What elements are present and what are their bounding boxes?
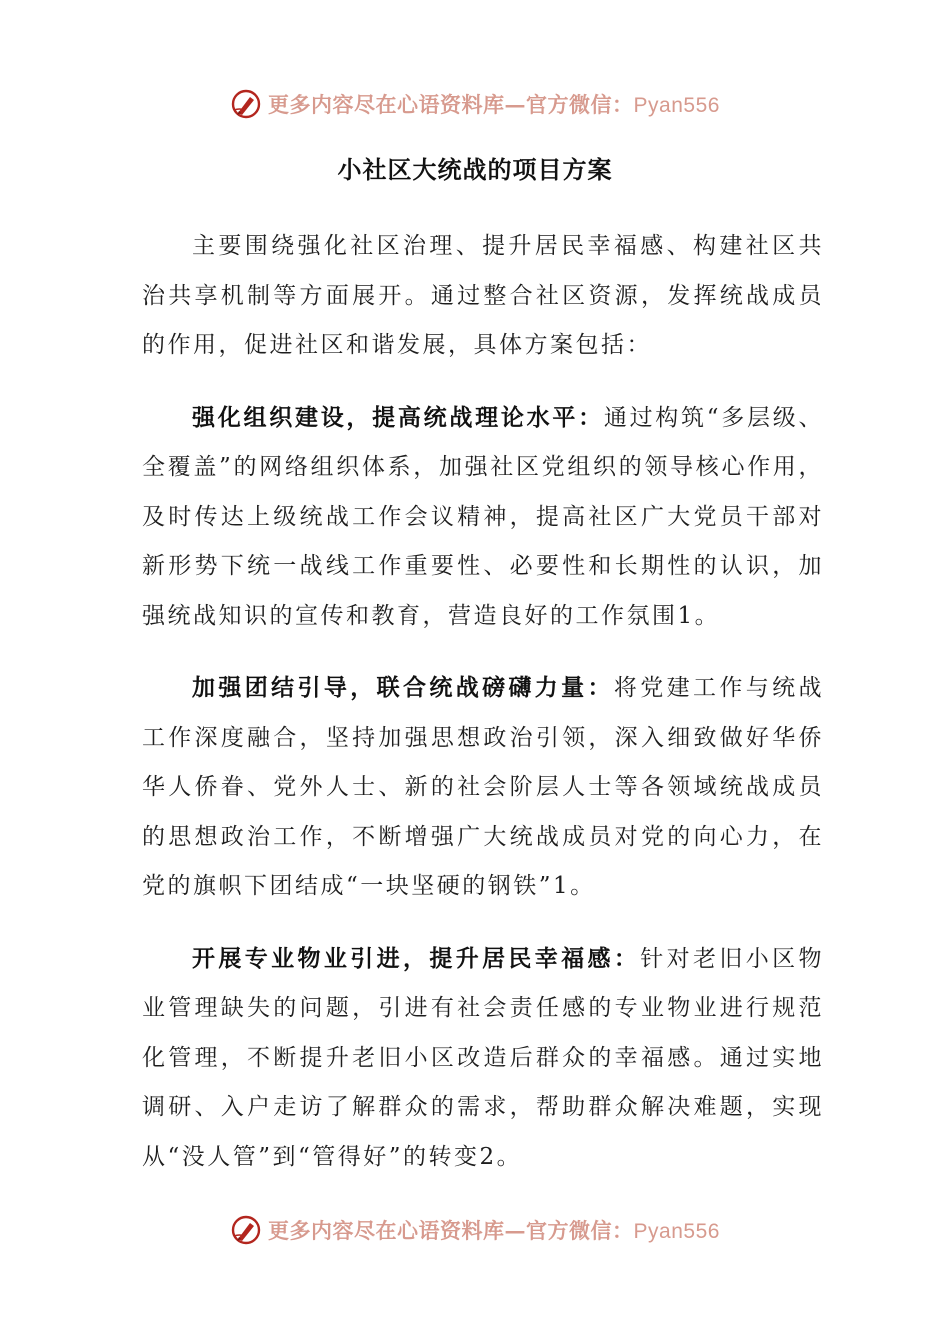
- intro-paragraph: 主要围绕强化社区治理、提升居民幸福感、构建社区共治共享机制等方面展开。通过整合社区资源，发挥统战成员的作用，促进社区和谐发展，具体方案包括：: [142, 233, 824, 358]
- section-body-2: 将党建工作与统战工作深度融合，坚持加强思想政治引领，深入细致做好华侨华人侨眷、党外人士、新的社会阶层人士等各领域统战成员的思想政治工作，不断增强广大统战成员对党的向心力，在党的旗帜下团结成“一块坚硬的钢铁”1。: [142, 675, 825, 899]
- wechat-id: Pyan556: [633, 94, 720, 117]
- pen-logo-icon: [230, 88, 262, 120]
- section-lead-2: 加强团结引导，联合统战磅礴力量：: [192, 674, 614, 701]
- section-paragraph-2: [142, 663, 824, 912]
- footer-banner: [0, 1210, 950, 1250]
- header-banner: [0, 84, 950, 124]
- document-body: [142, 222, 824, 1204]
- document-title: 小社区大统战的项目方案: [337, 155, 613, 184]
- section-body-1: 通过构筑“多层级、全覆盖”的网络组织体系，加强社区党组织的领导核心作用，及时传达上级统战工作会议精神，提高社区广大党员干部对新形势下统一战线工作重要性、必要性和长期性的认识，加强统战知识的宣传和教育，营造良好的工作氛围1。: [142, 404, 824, 629]
- wechat-id: Pyan556: [633, 1220, 720, 1243]
- banner-text: 更多内容尽在心语资料库—官方微信：Pyan556: [268, 1218, 720, 1243]
- section-lead-1: 强化组织建设，提高统战理论水平：: [192, 403, 604, 431]
- banner-text: 更多内容尽在心语资料库—官方微信：Pyan556: [268, 92, 720, 117]
- section-paragraph-1: [142, 393, 824, 642]
- section-paragraph-3: [142, 934, 824, 1183]
- pen-logo-icon: [230, 1214, 262, 1246]
- section-lead-3: 开展专业物业引进，提升居民幸福感：: [192, 944, 641, 972]
- section-body-3: 针对老旧小区物业管理缺失的问题，引进有社会责任感的专业物业进行规范化管理，不断提升老旧小区改造后群众的幸福感。通过实地调研、入户走访了解群众的需求，帮助群众解决难题，实现从“没人管”到“管得好”的转变2。: [142, 945, 825, 1170]
